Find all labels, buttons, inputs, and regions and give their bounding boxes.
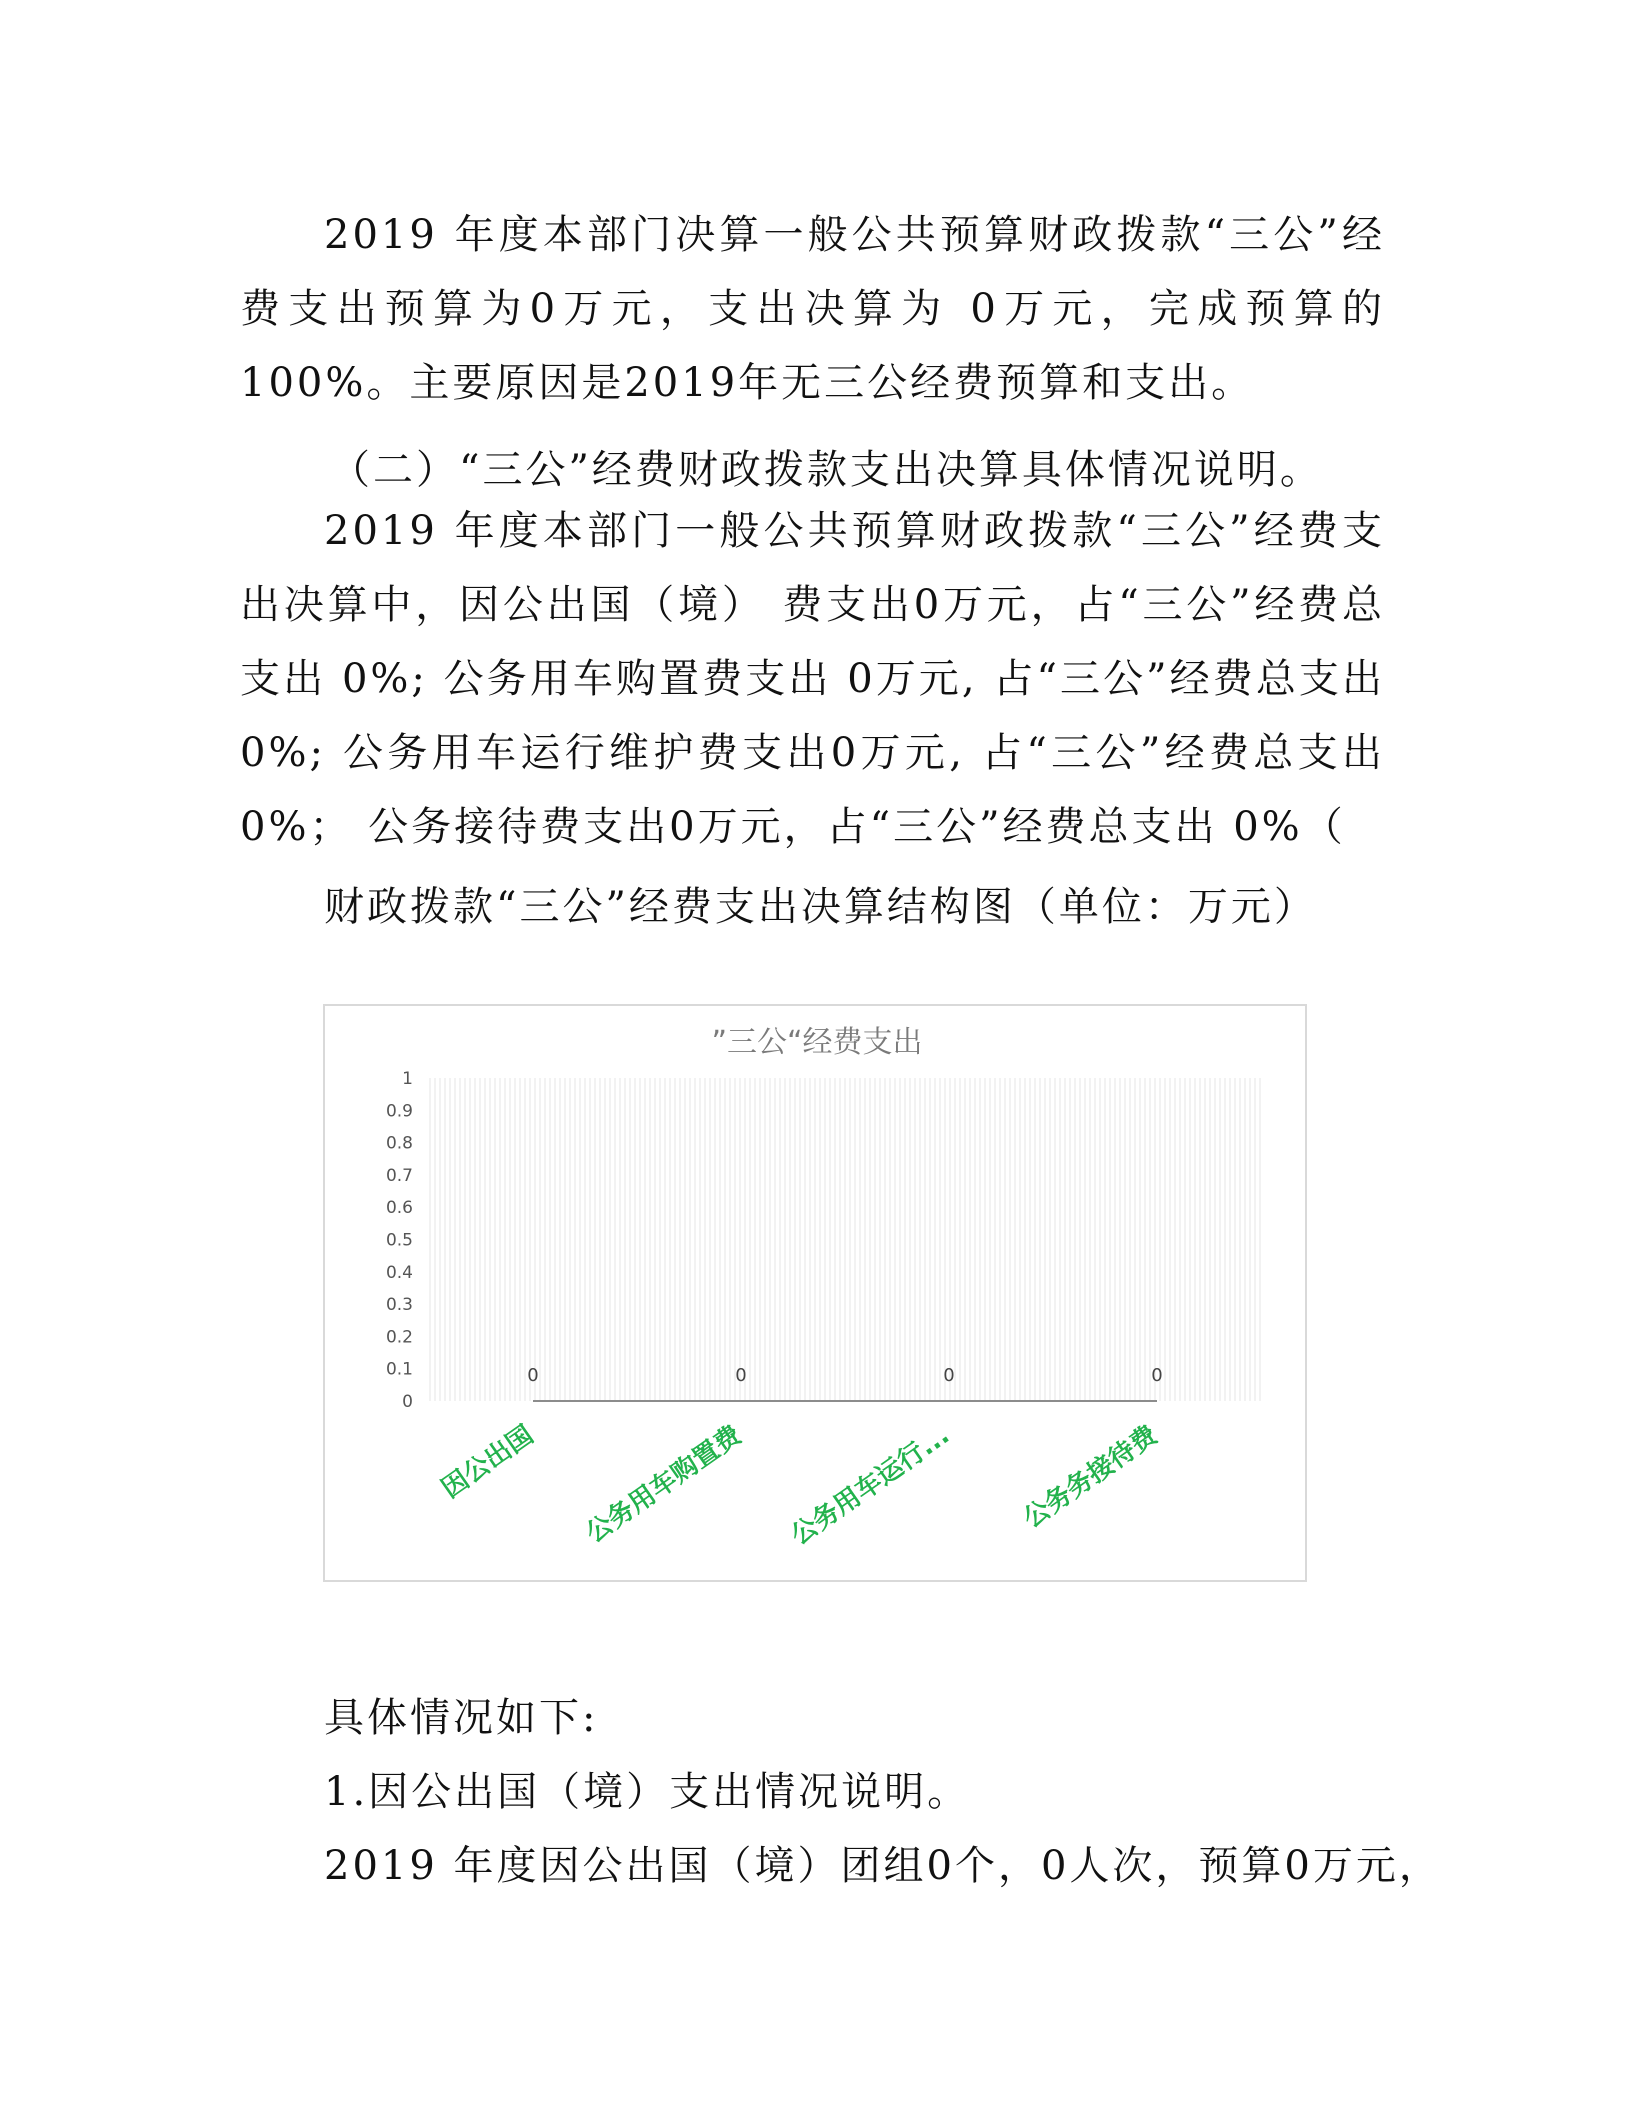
y-tick-label: 0.4 — [385, 1262, 413, 1283]
data-label: 0 — [943, 1365, 955, 1386]
y-tick-label: 0.2 — [385, 1327, 413, 1348]
category-labels — [437, 1419, 1164, 1551]
section-heading-two: （二）“三公”经费财政拨款支出决算具体情况说明。 — [330, 447, 1323, 493]
chart-caption: 财政拨款“三公”经费支出决算结构图（单位：万元） — [324, 884, 1317, 930]
category-label: 公务用车购置费 — [580, 1420, 748, 1550]
y-tick-label: 0.6 — [385, 1198, 413, 1219]
y-tick-label: 0.7 — [385, 1165, 413, 1186]
y-axis-ticks — [386, 1069, 413, 1412]
y-tick-label: 0.8 — [385, 1133, 413, 1154]
category-label: 公务用车运行... — [785, 1420, 956, 1552]
y-tick-label: 1 — [402, 1069, 413, 1089]
data-label: 0 — [1151, 1365, 1163, 1386]
y-tick-label: 0.9 — [385, 1101, 413, 1122]
bar-chart — [323, 1004, 1307, 1582]
data-label: 0 — [735, 1365, 747, 1386]
details-heading: 具体情况如下: — [324, 1695, 599, 1741]
category-label: 公务务接待费 — [1018, 1420, 1164, 1535]
y-tick-label: 0 — [402, 1392, 413, 1412]
chart-svg — [325, 1006, 1309, 1584]
y-tick-label: 0.3 — [385, 1295, 413, 1316]
item1-text: 2019 年度因公出国（境）团组0个，0人次，预算0万元， — [324, 1843, 1442, 1889]
data-label: 0 — [527, 1365, 539, 1386]
item1-heading: 1.因公出国（境）支出情况说明。 — [324, 1769, 971, 1815]
chart-grid — [430, 1078, 1260, 1401]
y-tick-label: 0.1 — [385, 1359, 413, 1380]
y-tick-label: 0.5 — [385, 1230, 413, 1251]
chart-title: ”三公“经费支出 — [711, 1025, 923, 1060]
category-label: 因公出国 — [436, 1420, 540, 1505]
paragraph-budget-summary: 2019 年度本部门决算一般公共预算财政拨款“三公”经费支出预算为0万元，支出决算为 0万元，完成预算的100%。主要原因是2019年无三公经费预算和支出。 — [240, 212, 1385, 406]
paragraph-expense-breakdown: 2019 年度本部门一般公共预算财政拨款“三公”经费支出决算中，因公出国（境） 费支出0万元，占“三公”经费总支出 0%; 公务用车购置费支出 0万元, 占“三公”经费总支出 0%; 公务用车运行维护费支出0万元, 占“三公”经费总支出 0%； 公务接待费支出0万元，占“三公”经费总支出 0%（ — [240, 508, 1385, 850]
